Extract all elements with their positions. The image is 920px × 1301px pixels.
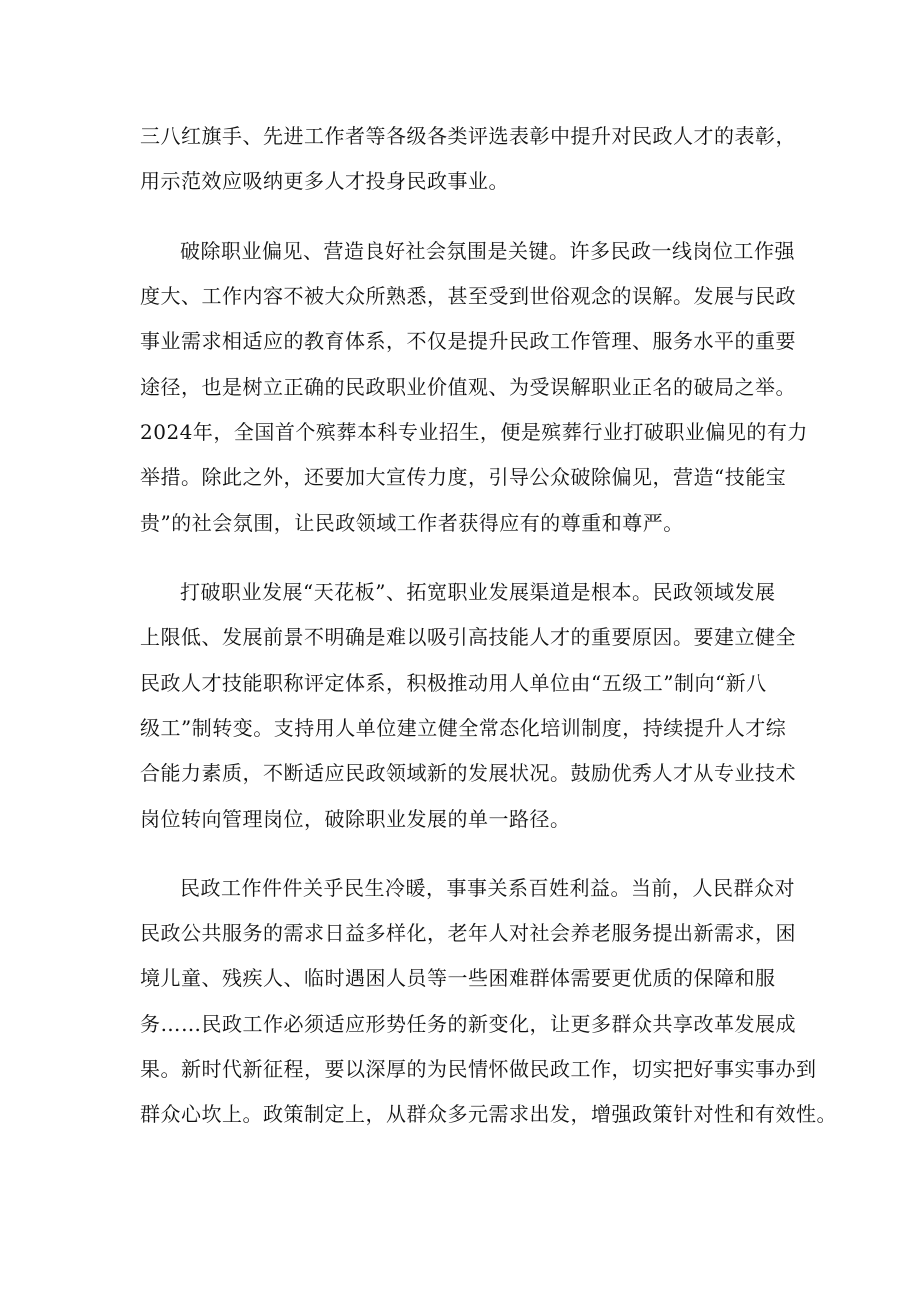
- paragraph-2-line-5: 2024年，全国首个殡葬本科专业招生，便是殡葬行业打破职业偏见的有力: [140, 420, 808, 444]
- paragraph-4-line-2: 民政公共服务的需求日益多样化，老年人对社会养老服务提出新需求，困: [140, 921, 796, 945]
- paragraph-3-line-3: 民政人才技能职称评定体系，积极推动用人单位由“五级工”制向“新八: [140, 671, 767, 695]
- paragraph-2-line-1: 破除职业偏见、营造良好社会氛围是关键。许多民政一线岗位工作强: [180, 239, 795, 263]
- paragraph-3-line-4: 级工”制转变。支持用人单位建立健全常态化培训制度，持续提升人才综: [140, 716, 787, 740]
- paragraph-4-line-1: 民政工作件件关乎民生冷暖，事事关系百姓利益。当前，人民群众对: [180, 876, 795, 900]
- paragraph-2-line-3: 事业需求相适应的教育体系，不仅是提升民政工作管理、服务水平的重要: [140, 329, 796, 353]
- paragraph-2-line-2: 度大、工作内容不被大众所熟悉，甚至受到世俗观念的误解。发展与民政: [140, 284, 796, 308]
- paragraph-3-line-5: 合能力素质，不断适应民政领域新的发展状况。鼓励优秀人才从专业技术: [140, 761, 796, 785]
- paragraph-2-line-7: 贵”的社会氛围，让民政领域工作者获得应有的尊重和尊严。: [140, 511, 684, 535]
- paragraph-2-line-6: 举措。除此之外，还要加大宣传力度，引导公众破除偏见，营造“技能宝: [140, 465, 787, 489]
- paragraph-3-line-2: 上限低、发展前景不明确是难以吸引高技能人才的重要原因。要建立健全: [140, 625, 796, 649]
- paragraph-3-line-1: 打破职业发展“天花板”、拓宽职业发展渠道是根本。民政领域发展: [180, 580, 776, 604]
- paragraph-2-line-4: 途径，也是树立正确的民政职业价值观、为受误解职业正名的破局之举。: [140, 375, 796, 399]
- paragraph-4-line-5: 果。新时代新征程，要以深厚的为民情怀做民政工作，切实把好事实事办到: [140, 1057, 817, 1081]
- paragraph-4-line-6: 群众心坎上。政策制定上，从群众多元需求出发，增强政策针对性和有效性。: [140, 1102, 837, 1126]
- paragraph-4-line-4: 务……民政工作必须适应形势任务的新变化，让更多群众共享改革发展成: [140, 1012, 796, 1036]
- paragraph-4-line-3: 境儿童、残疾人、临时遇困人员等一些困难群体需要更优质的保障和服: [140, 966, 776, 990]
- paragraph-1-line-2: 用示范效应吸纳更多人才投身民政事业。: [140, 169, 509, 193]
- paragraph-1-line-1: 三八红旗手、先进工作者等各级各类评选表彰中提升对民政人才的表彰，: [140, 124, 796, 148]
- paragraph-3-line-6: 岗位转向管理岗位，破除职业发展的单一路径。: [140, 807, 571, 831]
